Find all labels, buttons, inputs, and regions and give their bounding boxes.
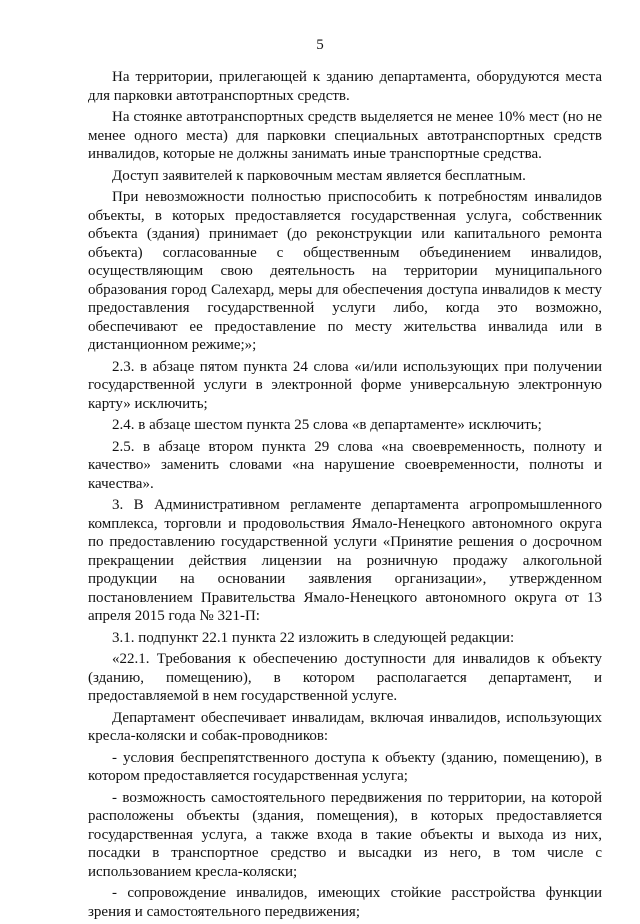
paragraph-item-2-3: 2.3. в абзаце пятом пункта 24 слова «и/или использующих при получении государственной услуги в электронной форме универсальную электронную карту» исключить; [88, 358, 602, 412]
paragraph-item-3-1: 3.1. подпункт 22.1 пункта 22 изложить в следующей редакции: [112, 629, 515, 646]
document-body [88, 68, 602, 924]
paragraph-list-independent-movement: - возможность самостоятельного передвижения по территории, на которой расположены объекты (здания, помещения), в которых предоставляется государственная услуга, а также входа в такие объекты и выхода из них, посадки в транспортное средство и высадки из него, в том числе с использованием кресла-коляски; [88, 789, 602, 880]
paragraph-item-2-5: 2.5. в абзаце втором пункта 29 слова «на своевременность, полноту и качество» заменить словами «на нарушение своевременности, полноты и качества». [88, 438, 602, 492]
paragraph-item-22-1: «22.1. Требования к обеспечению доступности для инвалидов к объекту (зданию, помещению), в котором располагается департамент, и предоставляемой в нем государственной услуге. [88, 651, 602, 704]
page-number: 5 [316, 37, 324, 53]
paragraph-list-escort: - сопровождение инвалидов, имеющих стойкие расстройства функции зрения и самостоятельного передвижения; [88, 885, 602, 920]
paragraph-accessibility-measures: При невозможности полностью приспособить к потребностям инвалидов объекты, в которых предоставляется государственная услуга, собственник объекта (здания) принимает (до реконструкции или капитального ремонта объекта) согласованные с общественным объединением инвалидов, осуществляющим свою деятельность на территории муниципального образования город Салехард, меры для обеспечения доступа инвалидов к месту предоставления государственной услуги либо, когда это возможно, обеспечивают ее предоставление по месту жительства инвалида или в дистанционном режиме;»; [88, 189, 602, 353]
paragraph-department-provides: Департамент обеспечивает инвалидам, включая инвалидов, использующих кресла-коляски и собак-проводников: [88, 709, 602, 744]
paragraph-item-3: 3. В Административном регламенте департамента агропромышленного комплекса, торговли и продовольствия Ямало-Ненецкого автономного округа по предоставлению государственной услуги «Принятие решения о досрочном прекращении действия лицензии на розничную продажу алкогольной продукции на основании заявления организации», утвержденном постановлением Правительства Ямало-Ненецкого автономного округа от 13 апреля 2015 года № 321-П: [88, 497, 602, 624]
paragraph-parking-disabled-spaces: На стоянке автотранспортных средств выделяется не менее 10% мест (но не менее одного места) для парковки специальных автотранспортных средств инвалидов, которые не должны занимать иные транспортные средства. [88, 109, 602, 162]
paragraph-parking-territory: На территории, прилегающей к зданию департамента, оборудуются места для парковки автотранспортных средств. [88, 69, 602, 104]
paragraph-item-2-4: 2.4. в абзаце шестом пункта 25 слова «в департаменте» исключить; [112, 417, 542, 433]
paragraph-list-access-conditions: - условия беспрепятственного доступа к объекту (зданию, помещению), в котором предоставляется государственная услуга; [88, 749, 602, 784]
paragraph-parking-free-access: Доступ заявителей к парковочным местам является бесплатным. [112, 167, 526, 184]
